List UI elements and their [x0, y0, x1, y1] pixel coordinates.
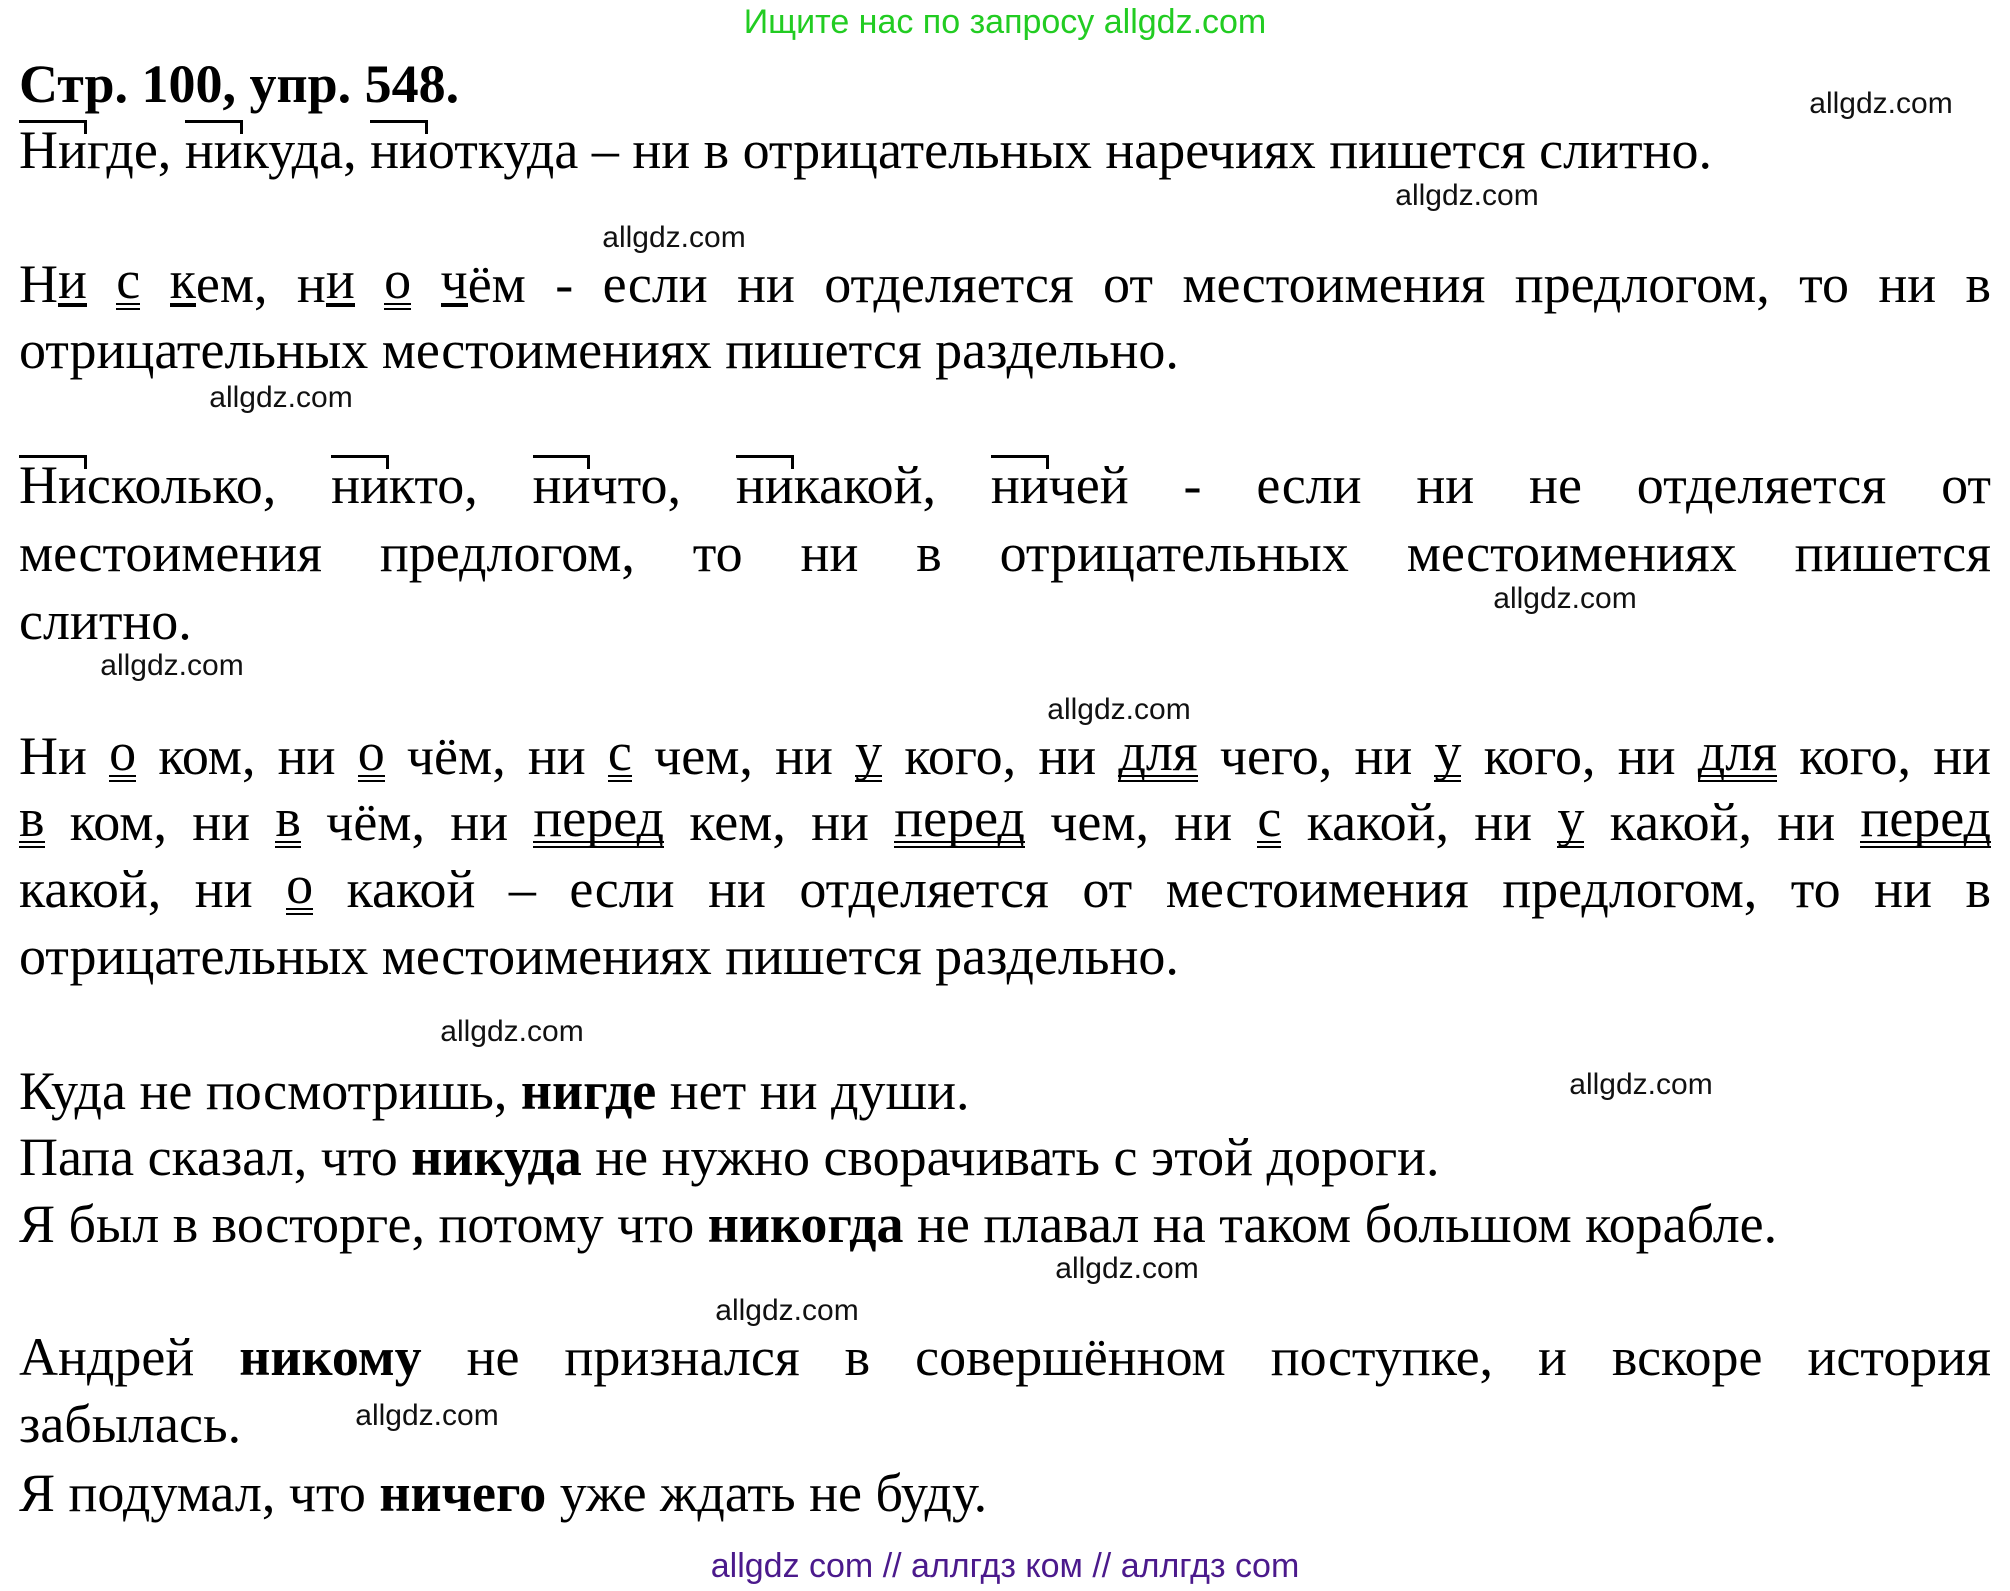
- text-segment: кого, ни: [882, 726, 1119, 786]
- text-line: [19, 120, 1712, 180]
- text-segment: Куда не посмотришь,: [19, 1061, 521, 1121]
- marked-double: для: [1118, 722, 1198, 782]
- text-segment: что,: [590, 455, 736, 515]
- text-line: [19, 1463, 988, 1523]
- text-segment: какой, ни: [19, 859, 287, 919]
- text-segment: забылась.: [19, 1394, 242, 1454]
- text-segment: не плавал на таком большом корабле.: [903, 1194, 1778, 1254]
- text-segment: Ни: [19, 726, 110, 786]
- watermark: allgdz.com: [1055, 1252, 1199, 1285]
- text-segment: чей - если ни не отделяется от: [1048, 455, 1991, 515]
- text-segment: чём, ни: [300, 792, 534, 852]
- text-segment: не признался в совершённом поступке, и вскоре история: [421, 1327, 1991, 1387]
- marked-dash: ч: [440, 250, 468, 310]
- text-line: [19, 1127, 1440, 1187]
- marked-double: о: [109, 722, 137, 782]
- text-segment: местоимения предлогом, то ни в отрицательных местоимениях пишется: [19, 523, 1991, 583]
- text-segment: какой, ни: [1281, 792, 1558, 852]
- text-segment: Андрей: [19, 1327, 240, 1387]
- watermark: allgdz.com: [1569, 1068, 1713, 1101]
- text-segment: ком, ни: [44, 792, 276, 852]
- watermark: allgdz.com: [715, 1294, 859, 1327]
- watermark: allgdz.com: [602, 221, 746, 254]
- text-segment: Я был в восторге, потому что: [19, 1194, 708, 1254]
- text-segment: сколько,: [86, 455, 332, 515]
- watermark: allgdz.com: [100, 649, 244, 682]
- bold-word: нигде: [520, 1061, 657, 1121]
- marked-dash: и: [325, 250, 355, 310]
- text-segment: чем, ни: [631, 726, 856, 786]
- text-segment: [355, 254, 384, 314]
- text-segment: Папа сказал, что: [19, 1127, 412, 1187]
- text-segment: отрицательных местоимениях пишется раздельно.: [19, 926, 1179, 986]
- text-segment: чём, ни: [384, 726, 608, 786]
- text-segment: кто,: [388, 455, 533, 515]
- marked-double: перед: [894, 788, 1025, 848]
- text-segment: куда,: [242, 120, 371, 180]
- text-segment: откуда – ни в отрицательных наречиях пишется слитно.: [427, 120, 1712, 180]
- bold-word: никому: [239, 1327, 422, 1387]
- text-line: [19, 1327, 1991, 1387]
- watermark: allgdz.com: [440, 1015, 584, 1048]
- text-line: [19, 855, 1991, 919]
- marked-over: ни: [331, 455, 389, 515]
- marked-double: в: [19, 788, 45, 848]
- marked-double: о: [384, 250, 412, 310]
- marked-double: у: [1434, 722, 1462, 782]
- page-title: Стр. 100, упр. 548.: [19, 54, 460, 114]
- text-segment: кем, ни: [664, 792, 895, 852]
- marked-dash: и: [58, 250, 87, 310]
- text-segment: кого, ни: [1776, 726, 1991, 786]
- text-line: [19, 788, 1992, 852]
- marked-double: с: [1257, 788, 1282, 848]
- marked-double: для: [1697, 722, 1777, 782]
- text-line: [19, 523, 1991, 583]
- marked-double: перед: [533, 788, 665, 848]
- watermark: allgdz.com: [355, 1399, 499, 1432]
- marked-double: о: [286, 855, 314, 915]
- watermark: allgdz.com: [209, 381, 353, 414]
- top-ad-banner: Ищите нас по запросу allgdz.com: [743, 3, 1267, 41]
- marked-over: ни: [990, 455, 1049, 515]
- text-segment: кого, ни: [1461, 726, 1698, 786]
- text-segment: ком, ни: [136, 726, 358, 786]
- watermark: allgdz.com: [1493, 582, 1637, 615]
- text-segment: нет ни души.: [656, 1061, 970, 1121]
- text-line: [19, 455, 1991, 515]
- text-line: [19, 1061, 970, 1121]
- marked-over: Ни: [19, 455, 87, 515]
- text-segment: Я подумал, что: [19, 1463, 380, 1523]
- marked-double: о: [357, 722, 385, 782]
- watermark: allgdz.com: [1395, 179, 1539, 212]
- watermark: allgdz.com: [1809, 87, 1953, 120]
- marked-double: у: [855, 722, 883, 782]
- bold-word: ничего: [379, 1463, 547, 1523]
- text-line: [19, 320, 1179, 380]
- marked-double: с: [116, 250, 141, 310]
- text-line: [19, 591, 192, 651]
- text-segment: где,: [86, 120, 185, 180]
- watermark: allgdz.com: [1047, 693, 1191, 726]
- text-segment: Н: [19, 254, 58, 314]
- text-segment: отрицательных местоимениях пишется раздельно.: [19, 320, 1179, 380]
- marked-over: ни: [370, 120, 428, 180]
- text-segment: какой,: [793, 455, 991, 515]
- marked-over: ни: [735, 455, 794, 515]
- text-segment: [411, 254, 440, 314]
- text-line: [19, 1394, 242, 1454]
- marked-double: с: [607, 722, 632, 782]
- text-segment: какой – если ни отделяется от местоимения предлогом, то ни в: [313, 859, 1991, 919]
- text-line: [19, 1194, 1778, 1254]
- marked-double: у: [1557, 788, 1585, 848]
- text-line: [19, 250, 1992, 314]
- text-segment: чего, ни: [1197, 726, 1435, 786]
- marked-double: перед: [1860, 788, 1992, 848]
- text-segment: [140, 254, 169, 314]
- marked-double: в: [275, 788, 301, 848]
- text-segment: ём - если ни отделяется от местоимения предлогом, то ни в: [467, 254, 1992, 314]
- marked-over: Ни: [19, 120, 87, 180]
- text-line: [19, 722, 1991, 786]
- text-segment: чем, ни: [1024, 792, 1258, 852]
- marked-over: ни: [184, 120, 243, 180]
- text-segment: слитно.: [19, 591, 192, 651]
- text-segment: уже ждать не буду.: [546, 1463, 988, 1523]
- text-segment: ем, н: [195, 254, 326, 314]
- text-line: [19, 926, 1179, 986]
- text-segment: [87, 254, 116, 314]
- bold-word: никуда: [411, 1127, 582, 1187]
- marked-dash: к: [169, 250, 196, 310]
- footer-watermark: allgdz com // аллгдз ком // аллгдз com: [710, 1547, 1300, 1585]
- text-segment: какой, ни: [1584, 792, 1861, 852]
- bold-word: никогда: [707, 1194, 904, 1254]
- text-segment: не нужно сворачивать с этой дороги.: [581, 1127, 1440, 1187]
- marked-over: ни: [532, 455, 591, 515]
